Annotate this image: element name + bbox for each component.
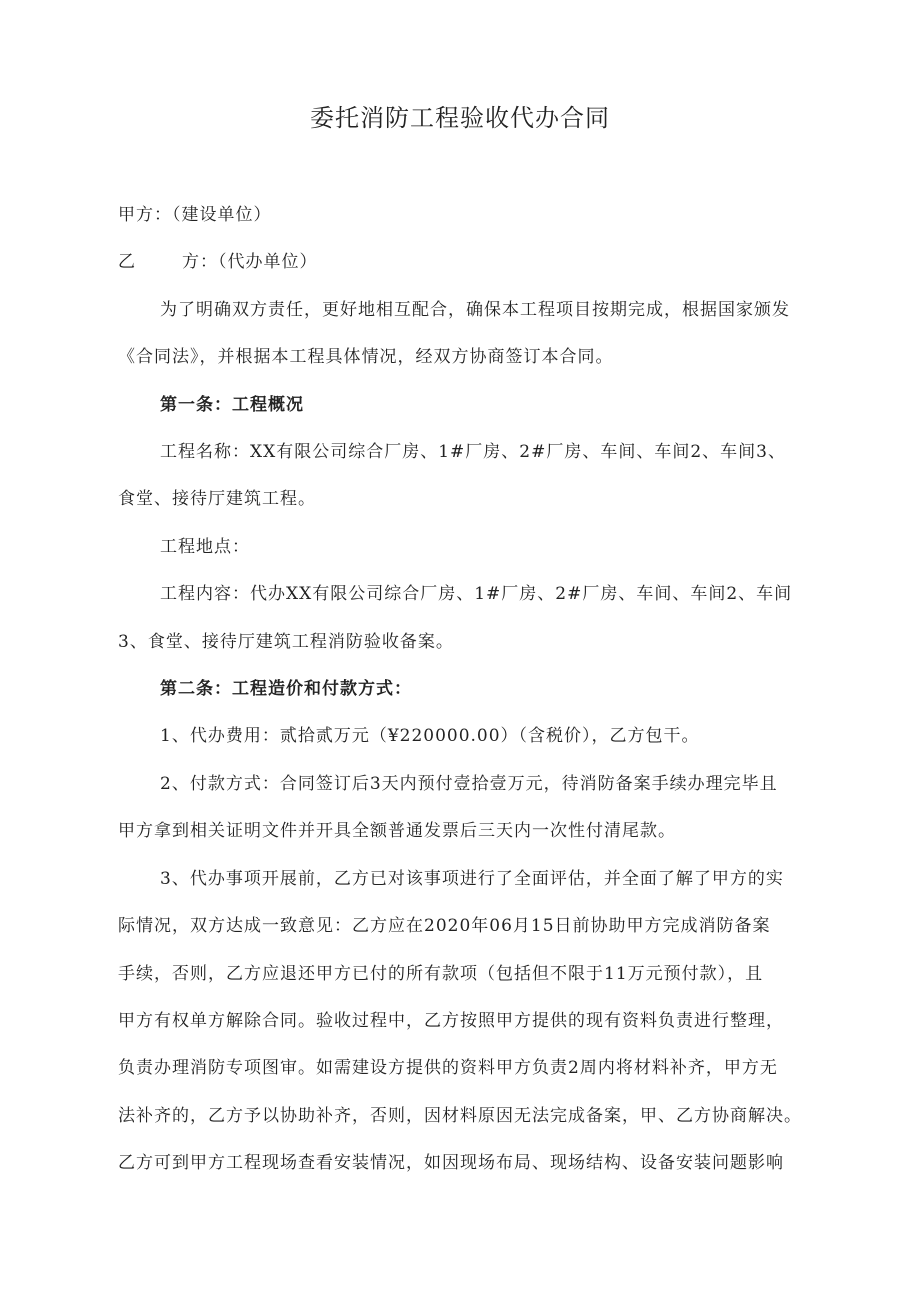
fee-clause: 1、代办费用：贰拾贰万元（¥220000.00）（含税价），乙方包干。 bbox=[160, 726, 700, 747]
document-body bbox=[118, 192, 810, 1188]
clause-3-line-4: 甲方有权单方解除合同。验收过程中，乙方按照甲方提供的现有资料负责进行整理， bbox=[118, 1010, 784, 1031]
project-name-line-1: 工程名称：XX有限公司综合厂房、1#厂房、2#厂房、车间、车间2、车间3、 bbox=[160, 442, 786, 463]
clause-3-line-7: 乙方可到甲方工程现场查看安装情况，如因现场布局、现场结构、设备安装问题影响 bbox=[118, 1153, 784, 1174]
party-b-text: 方：（代办单位） bbox=[182, 252, 318, 273]
clause-3-line-5: 负责办理消防专项图审。如需建设方提供的资料甲方负责2周内将材料补齐，甲方无 bbox=[118, 1058, 778, 1079]
document-title: 委托消防工程验收代办合同 bbox=[310, 104, 610, 132]
project-content-line-2: 3、食堂、接待厅建筑工程消防验收备案。 bbox=[118, 631, 454, 652]
party-a-line: 甲方：（建设单位） bbox=[118, 205, 272, 225]
project-name-line-2: 食堂、接待厅建筑工程。 bbox=[118, 489, 316, 510]
project-content-line-1: 工程内容：代办XX有限公司综合厂房、1#厂房、2#厂房、车间、车间2、车间 bbox=[160, 584, 793, 605]
clause-3-line-6: 法补齐的，乙方予以协助补齐，否则，因材料原因无法完成备案，甲、乙方协商解决。 bbox=[118, 1105, 802, 1126]
article-2-heading: 第二条：工程造价和付款方式： bbox=[160, 679, 412, 700]
payment-clause-line-1: 2、付款方式：合同签订后3天内预付壹拾壹万元，待消防备案手续办理完毕且 bbox=[160, 773, 778, 794]
paragraph-intro-1: 为了明确双方责任，更好地相互配合，确保本工程项目按期完成，根据国家颁发 bbox=[160, 299, 790, 320]
party-b-char: 乙 bbox=[118, 252, 136, 273]
project-location: 工程地点： bbox=[160, 536, 250, 557]
article-1-heading: 第一条：工程概况 bbox=[160, 394, 304, 415]
clause-3-line-3: 手续，否则，乙方应退还甲方已付的所有款项（包括但不限于11万元预付款），且 bbox=[118, 963, 764, 984]
paragraph-intro-2: 《合同法》，并根据本工程具体情况，经双方协商签订本合同。 bbox=[118, 347, 614, 368]
clause-3-line-2: 际情况，双方达成一致意见：乙方应在2020年06月15日前协助甲方完成消防备案 bbox=[118, 916, 771, 937]
clause-3-line-1: 3、代办事项开展前，乙方已对该事项进行了全面评估，并全面了解了甲方的实 bbox=[160, 868, 784, 889]
party-b-line bbox=[118, 239, 810, 286]
payment-clause-line-2: 甲方拿到相关证明文件并开具全额普通发票后三天内一次性付清尾款。 bbox=[118, 821, 676, 842]
